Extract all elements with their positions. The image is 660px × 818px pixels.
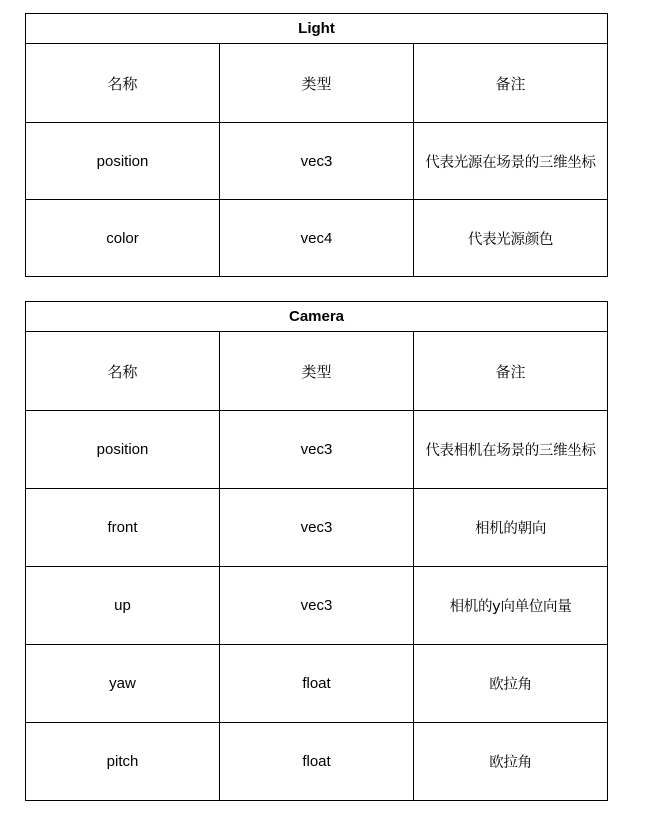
light-row-type: vec4 [220, 200, 414, 277]
table-row [26, 723, 608, 801]
camera-row-name: up [26, 567, 220, 645]
camera-row-note: 相机的朝向 [414, 489, 608, 567]
table-row [26, 489, 608, 567]
camera-table-title: Camera [26, 302, 608, 332]
camera-row-type: vec3 [220, 567, 414, 645]
table-row [26, 200, 608, 277]
light-header-note: 备注 [414, 44, 608, 123]
camera-header-row [26, 332, 608, 411]
light-row-name: position [26, 123, 220, 200]
light-table [25, 13, 608, 277]
camera-row-name: front [26, 489, 220, 567]
light-table-title: Light [26, 14, 608, 44]
camera-header-name: 名称 [26, 332, 220, 411]
camera-row-name: pitch [26, 723, 220, 801]
camera-row-note: 欧拉角 [414, 645, 608, 723]
table-row [26, 645, 608, 723]
camera-header-note: 备注 [414, 332, 608, 411]
camera-row-note: 代表相机在场景的三维坐标 [414, 411, 608, 489]
camera-row-note: 欧拉角 [414, 723, 608, 801]
camera-row-name: yaw [26, 645, 220, 723]
table-row [26, 567, 608, 645]
light-row-name: color [26, 200, 220, 277]
light-header-name: 名称 [26, 44, 220, 123]
light-header-row [26, 44, 608, 123]
light-row-note: 代表光源在场景的三维坐标 [414, 123, 608, 200]
camera-row-note: 相机的y向单位向量 [414, 567, 608, 645]
camera-header-type: 类型 [220, 332, 414, 411]
camera-row-type: float [220, 645, 414, 723]
camera-row-type: float [220, 723, 414, 801]
light-row-type: vec3 [220, 123, 414, 200]
table-row [26, 411, 608, 489]
table-row [26, 123, 608, 200]
camera-row-type: vec3 [220, 489, 414, 567]
camera-row-name: position [26, 411, 220, 489]
light-header-type: 类型 [220, 44, 414, 123]
camera-row-type: vec3 [220, 411, 414, 489]
light-row-note: 代表光源颜色 [414, 200, 608, 277]
camera-table [25, 301, 608, 801]
